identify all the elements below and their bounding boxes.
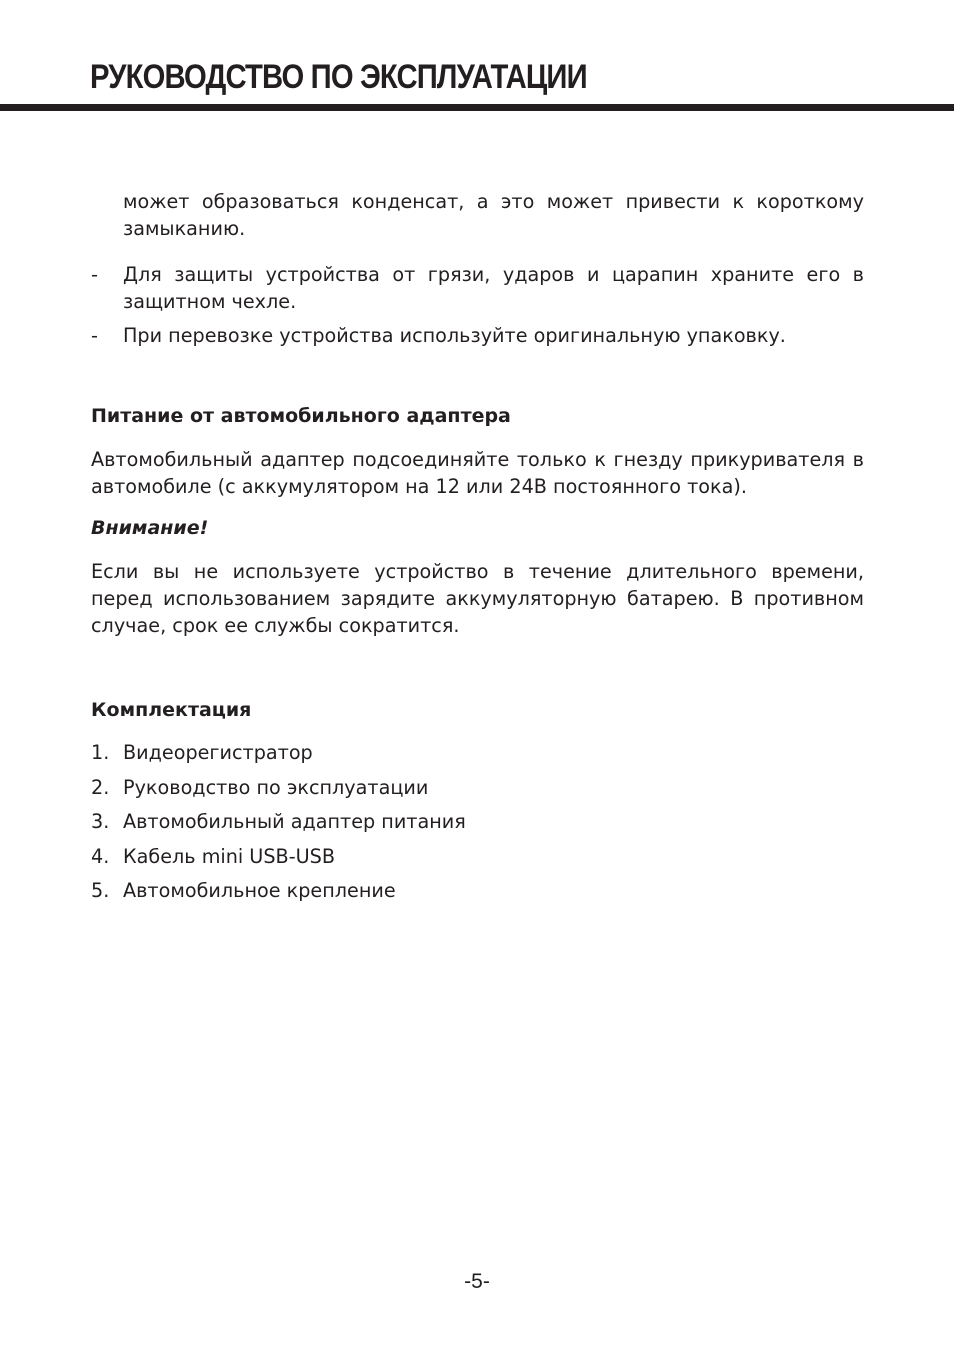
list-number: 5.	[91, 879, 110, 903]
bullet-marker: -	[91, 324, 98, 348]
section-heading-package: Комплектация	[91, 699, 252, 722]
list-item	[91, 808, 864, 835]
list-number: 3.	[91, 810, 110, 834]
bullet-item	[91, 322, 864, 349]
list-text: Видеорегистратор	[123, 741, 313, 765]
warning-heading: Внимание!	[91, 517, 209, 540]
warning-text: Если вы не используете устройство в течение длительного времени, перед использованием зарядите аккумуляторную батарею. В противном случае, срок ее службы сократится.	[91, 560, 864, 638]
package-list	[91, 739, 864, 904]
list-item	[91, 877, 864, 904]
list-item	[91, 843, 864, 870]
page-number: -5-	[464, 1270, 490, 1293]
continuation-text: может образоваться конденсат, а это может привести к короткому замыканию.	[123, 190, 864, 241]
list-text: Автомобильное крепление	[123, 879, 396, 903]
section-heading-car-adapter: Питание от автомобильного адаптера	[91, 405, 511, 428]
page-header-title: РУКОВОДСТВО ПО ЭКСПЛУАТАЦИИ	[90, 58, 587, 96]
list-text: Руководство по эксплуатации	[123, 775, 429, 799]
bullet-text: При перевозке устройства используйте оригинальную упаковку.	[123, 324, 786, 348]
list-number: 2.	[91, 775, 110, 799]
bullet-marker: -	[91, 263, 98, 287]
list-text: Кабель mini USB-USB	[123, 844, 335, 868]
list-item	[91, 739, 864, 766]
list-text: Автомобильный адаптер питания	[123, 810, 466, 834]
page-content	[91, 169, 864, 912]
car-adapter-text: Автомобильный адаптер подсоединяйте только к гнезду прикуривателя в автомобиле (с аккумулятором на 12 или 24В постоянного тока).	[91, 448, 864, 499]
header-rule	[0, 104, 954, 111]
list-number: 1.	[91, 741, 110, 765]
bullet-text: Для защиты устройства от грязи, ударов и царапин храните его в защитном чехле.	[123, 263, 864, 314]
list-item	[91, 774, 864, 801]
list-number: 4.	[91, 844, 110, 868]
bullet-item	[91, 261, 864, 315]
